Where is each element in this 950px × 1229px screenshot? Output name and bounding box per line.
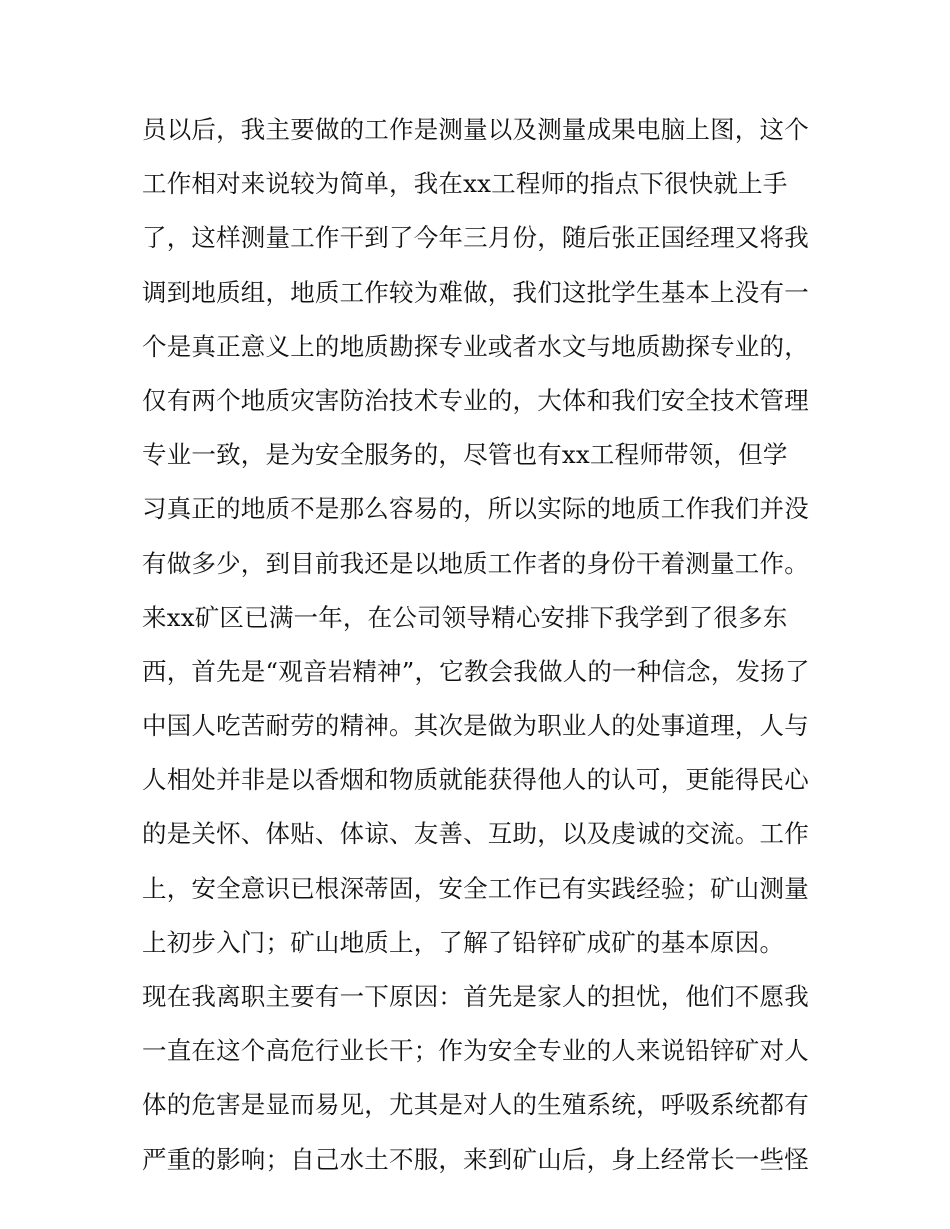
text-line: 一直在这个高危行业长干；作为安全专业的人来说铅锌矿对人: [142, 1036, 809, 1066]
text-line: 的是关怀、体贴、体谅、友善、互助，以及虔诚的交流。工作: [142, 819, 809, 849]
text-line: 上，安全意识已根深蒂固，安全工作已有实践经验；矿山测量: [142, 873, 809, 903]
text-line: 上初步入门；矿山地质上，了解了铅锌矿成矿的基本原因。: [142, 927, 785, 957]
text-line: 工作相对来说较为简单，我在xx工程师的指点下很快就上手: [142, 169, 788, 199]
text-line: 了，这样测量工作干到了今年三月份，随后张正国经理又将我: [142, 223, 809, 253]
text-line: 习真正的地质不是那么容易的，所以实际的地质工作我们并没: [142, 494, 809, 524]
text-line: 严重的影响；自己水土不服，来到矿山后，身上经常长一些怪: [142, 1144, 809, 1174]
text-line: 调到地质组，地质工作较为难做，我们这批学生基本上没有一: [142, 277, 809, 307]
text-line: 体的危害是显而易见，尤其是对人的生殖系统，呼吸系统都有: [142, 1090, 809, 1120]
text-line: 西，首先是“观音岩精神”，它教会我做人的一种信念，发扬了: [142, 656, 810, 686]
text-line: 有做多少，到目前我还是以地质工作者的身份干着测量工作。: [142, 548, 809, 578]
text-line: 仅有两个地质灾害防治技术专业的，大体和我们安全技术管理: [142, 385, 809, 415]
text-line: 现在我离职主要有一下原因：首先是家人的担忧，他们不愿我: [142, 982, 809, 1011]
text-line: 中国人吃苦耐劳的精神。其次是做为职业人的处事道理，人与: [142, 711, 809, 741]
text-line: 员以后，我主要做的工作是测量以及测量成果电脑上图，这个: [142, 115, 809, 144]
text-line: 来xx矿区已满一年，在公司领导精心安排下我学到了很多东: [142, 602, 788, 632]
text-line: 个是真正意义上的地质勘探专业或者水文与地质勘探专业的，: [142, 331, 809, 361]
text-line: 人相处并非是以香烟和物质就能获得他人的认可，更能得民心: [142, 765, 809, 795]
text-line: 专业一致，是为安全服务的，尽管也有xx工程师带领，但学: [142, 440, 788, 470]
body-text: [142, 108, 822, 1192]
